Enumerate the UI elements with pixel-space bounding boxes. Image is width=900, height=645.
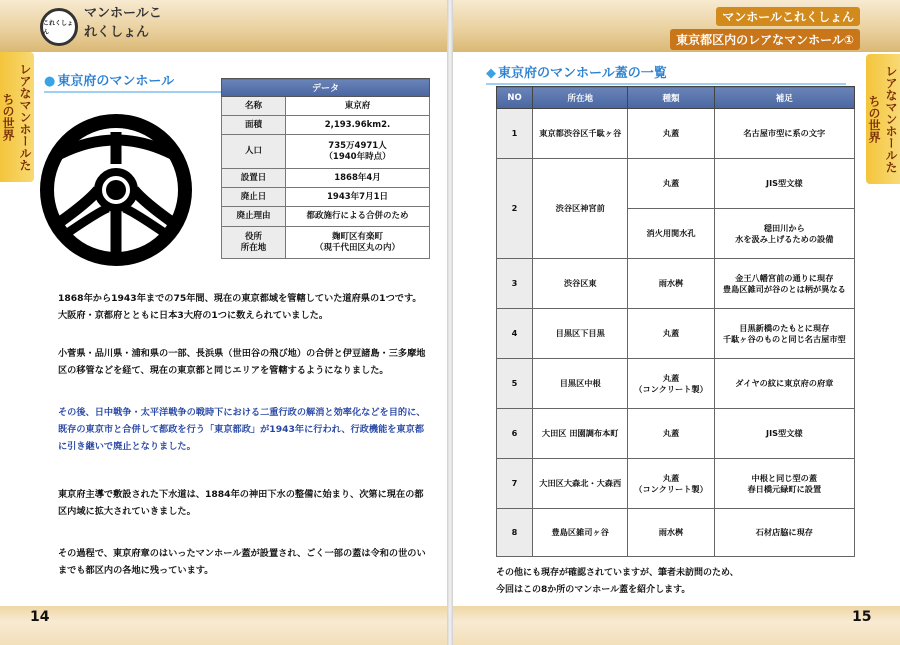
data-key: 廃止理由: [222, 207, 286, 227]
row-type: 丸蓋: [628, 409, 714, 459]
row-remark: 金王八幡宮前の通りに現存 豊島区雑司が谷のとは柄が異なる: [714, 259, 854, 309]
right-section-title-text: 東京府のマンホール蓋の一覧: [498, 66, 667, 81]
data-value: 都政施行による合併のため: [286, 207, 430, 227]
row-remark: 名古屋市型に系の文字: [714, 109, 854, 159]
col-header-no: NO: [497, 87, 533, 109]
row-no: 4: [497, 309, 533, 359]
table-row: [497, 109, 855, 159]
row-no: 8: [497, 509, 533, 557]
row-remark: JIS型文様: [714, 409, 854, 459]
tokyo-prefecture-emblem-icon: [38, 112, 194, 268]
row-no: 7: [497, 459, 533, 509]
data-table-header: データ: [222, 79, 430, 97]
row-no: 1: [497, 109, 533, 159]
diamond-icon: ◆: [486, 66, 496, 81]
left-section-title-text: 東京府のマンホール: [57, 74, 175, 89]
row-no: 5: [497, 359, 533, 409]
row-type: 丸蓋 （コンクリート製）: [628, 359, 714, 409]
page-gutter: [447, 0, 453, 645]
chapter-title: 東京都区内のレアなマンホール①: [670, 29, 860, 50]
paragraph: 1868年から1943年までの75年間、現在の東京都域を管轄していた道府県の1つです。大阪府・京都府とともに日本3大府の1つに数えられていました。: [58, 293, 422, 321]
row-location: 目黒区下目黒: [533, 309, 628, 359]
data-key: 役所 所在地: [222, 227, 286, 259]
table-row: [497, 409, 855, 459]
data-key: 名称: [222, 97, 286, 116]
row-remark: 穏田川から 水を汲み上げるための設備: [714, 209, 854, 259]
row-type: 丸蓋 （コンクリート製）: [628, 459, 714, 509]
bullet-icon: ●: [44, 74, 56, 89]
data-value: 1943年7月1日: [286, 188, 430, 207]
closing-note: [496, 565, 856, 599]
logo-badge: [40, 8, 78, 46]
page-number-left: 14: [30, 609, 50, 625]
data-value: 麹町区有楽町 （現千代田区丸の内）: [286, 227, 430, 259]
footer-band-left: [0, 606, 447, 645]
col-header-type: 種類: [628, 87, 714, 109]
row-location: 大田区大森北・大森西: [533, 459, 628, 509]
row-type: 丸蓋: [628, 159, 714, 209]
page-number-right: 15: [852, 609, 872, 625]
data-key: 人口: [222, 135, 286, 169]
row-location: 目黒区中根: [533, 359, 628, 409]
row-remark: ダイヤの紋に東京府の府章: [714, 359, 854, 409]
manhole-list-table: [496, 86, 855, 557]
row-type: 丸蓋: [628, 309, 714, 359]
data-key: 設置日: [222, 169, 286, 188]
row-remark: 目黒新橋のたもとに現存 千駄ヶ谷のものと同じ名古屋市型: [714, 309, 854, 359]
row-remark: 石材店脇に現存: [714, 509, 854, 557]
row-type: 丸蓋: [628, 109, 714, 159]
data-table: [221, 78, 430, 259]
data-value: 1868年4月: [286, 169, 430, 188]
col-header-location: 所在地: [533, 87, 628, 109]
row-type: 消火用関水孔: [628, 209, 714, 259]
row-location: 大田区 田園調布本町: [533, 409, 628, 459]
data-key: 面積: [222, 116, 286, 135]
col-header-remark: 補足: [714, 87, 854, 109]
logo-badge-text: これくしょん: [43, 20, 74, 36]
series-title: マンホールこれくしょん: [716, 7, 860, 26]
logo-title: マンホールこれくしょん: [84, 6, 162, 40]
table-row: [497, 309, 855, 359]
table-row: [497, 459, 855, 509]
row-remark: 中根と同じ型の蓋 春日橋元緑町に設置: [714, 459, 854, 509]
table-row: [497, 509, 855, 557]
closing-note-line: 今回はこの8か所のマンホール蓋を紹介します。: [496, 585, 691, 595]
right-section-title: [486, 62, 846, 85]
row-remark: JIS型文様: [714, 159, 854, 209]
row-location: 豊島区雑司ヶ谷: [533, 509, 628, 557]
row-no: 6: [497, 409, 533, 459]
footer-band-right: [453, 606, 900, 645]
row-no: 2: [497, 159, 533, 259]
paragraph: 小菅県・品川県・浦和県の一部、長浜県（世田谷の飛び地）の合併と伊豆諸島・三多摩地区の移管などを経て、現在の東京都と同じエリアを管轄するようになりました。: [58, 348, 426, 376]
table-row: [497, 259, 855, 309]
table-row: [497, 359, 855, 409]
row-type: 雨水桝: [628, 509, 714, 557]
data-value: 2,193.96km2.: [286, 116, 430, 135]
paragraph-highlight: その後、日中戦争・太平洋戦争の戦時下における二重行政の解消と効率化などを目的に、既存の東京市と合併して都政を行う「東京都政」が1943年に行われ、行政機能を東京都に引き継いで廃止となりました。: [58, 407, 426, 452]
paragraph: 東京府主導で敷設された下水道は、1884年の神田下水の整備に始まり、次第に現在の都区内域に拡大されていきました。: [58, 489, 424, 517]
data-key: 廃止日: [222, 188, 286, 207]
table-row: [497, 159, 855, 209]
header-right: [670, 6, 860, 50]
row-type: 雨水桝: [628, 259, 714, 309]
row-location: 東京都渋谷区千駄ヶ谷: [533, 109, 628, 159]
side-tab-left: レアなマンホールたちの世界: [0, 52, 34, 182]
row-no: 3: [497, 259, 533, 309]
paragraph: その過程で、東京府章のはいったマンホール蓋が設置され、ごく一部の蓋は令和の世のいまでも都区内の各地に残っています。: [58, 548, 426, 576]
row-location: 渋谷区神宮前: [533, 159, 628, 259]
data-value: 735万4971人 （1940年時点）: [286, 135, 430, 169]
row-location: 渋谷区東: [533, 259, 628, 309]
data-value: 東京府: [286, 97, 430, 116]
closing-note-line: その他にも現存が確認されていますが、筆者未訪問のため、: [496, 568, 739, 578]
side-tab-right: レアなマンホールたちの世界: [866, 54, 900, 184]
